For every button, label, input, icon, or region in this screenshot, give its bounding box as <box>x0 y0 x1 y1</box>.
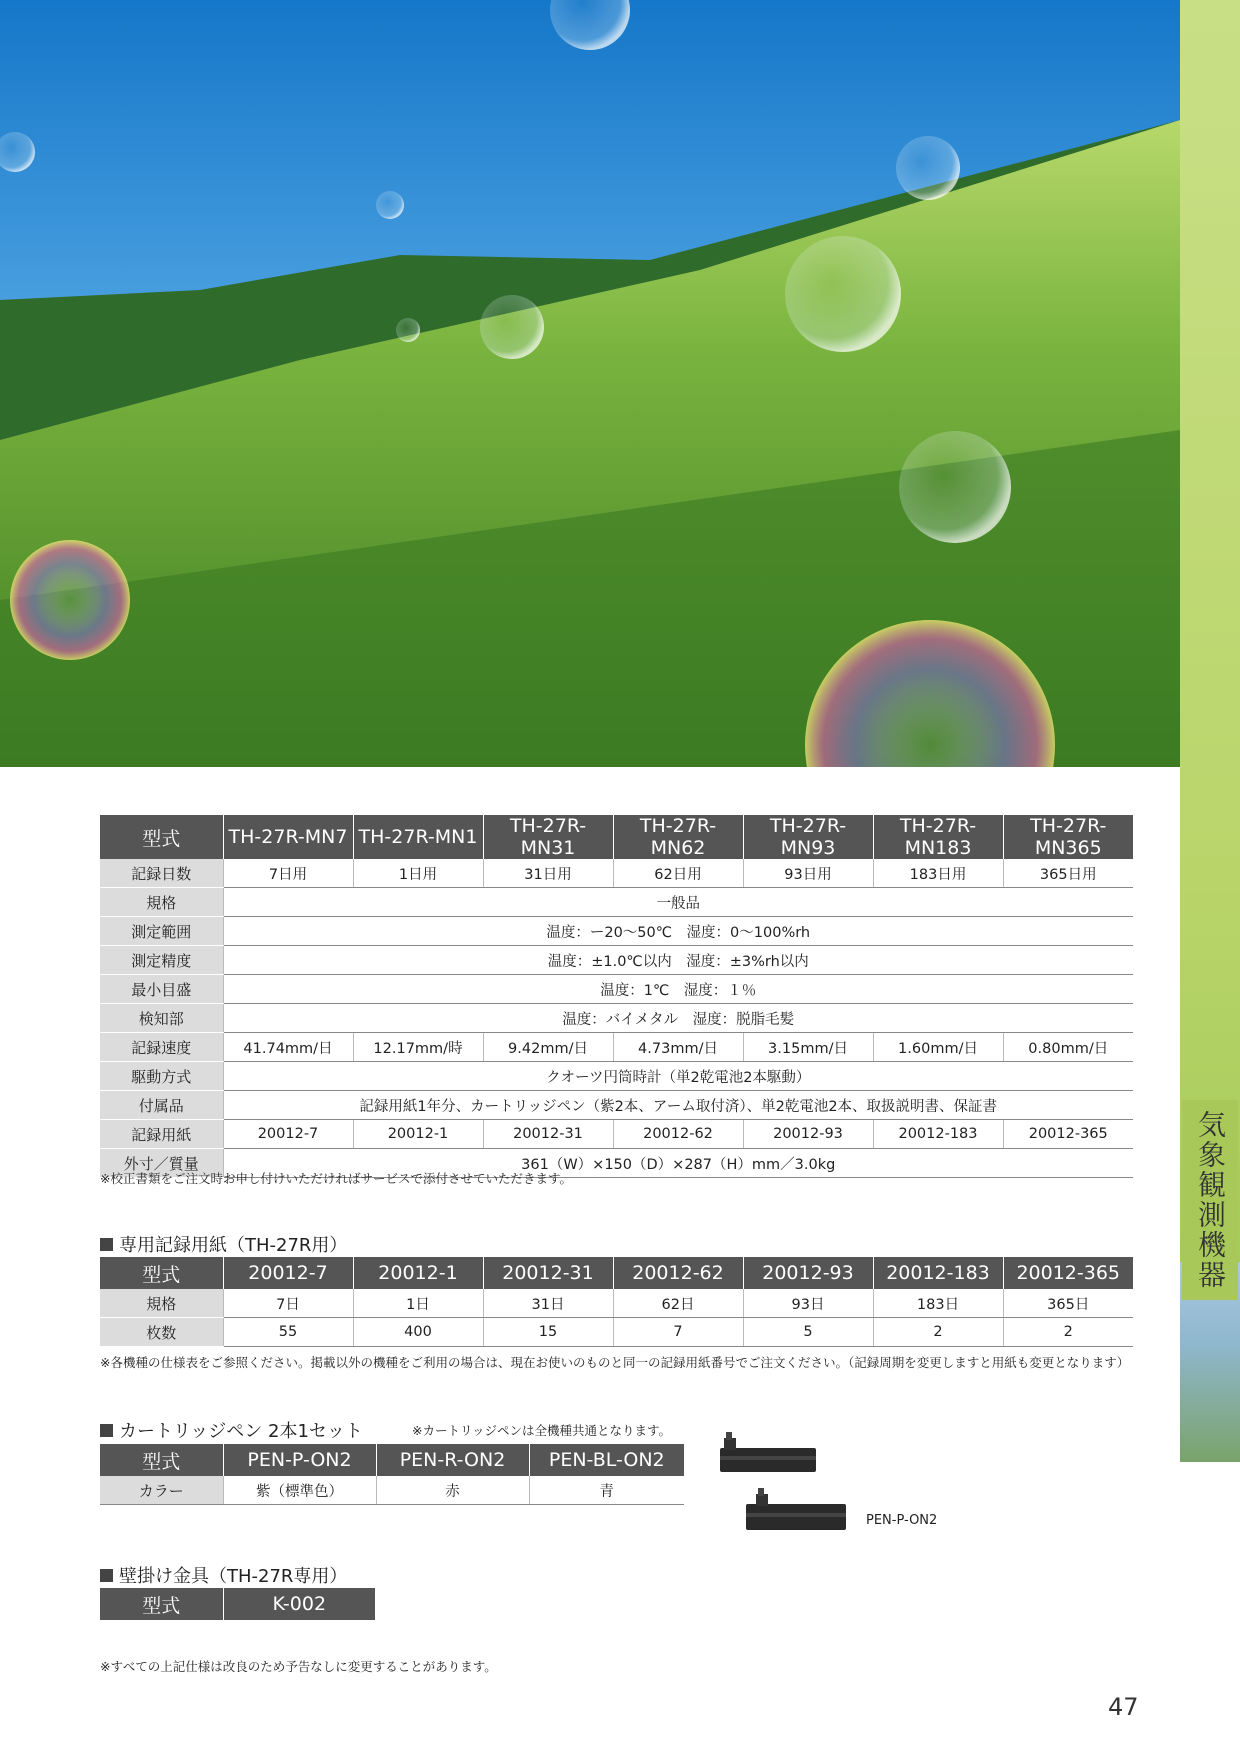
pen-note: ※カートリッジペンは全機種共通となります。 <box>412 1423 671 1438</box>
spec-note: ※校正書類をご注文時お申し付けいただければサービスで添付させていただきます。 <box>100 1171 572 1186</box>
paper-header-row <box>100 1257 1133 1289</box>
table-cell: 1.60mm/日 <box>873 1033 1003 1062</box>
table-cell: 20012-62 <box>613 1120 743 1149</box>
table-cell: 紫（標準色） <box>223 1476 376 1505</box>
table-row <box>100 1318 1133 1347</box>
paper-table <box>100 1257 1133 1347</box>
table-cell: 20012-93 <box>743 1120 873 1149</box>
table-cell: 365日 <box>1003 1289 1133 1318</box>
bracket-section-title-text: 壁掛け金具（TH-27R専用） <box>119 1566 348 1587</box>
table-cell: 62日用 <box>613 859 743 888</box>
row-label: 記録用紙 <box>100 1120 223 1149</box>
table-row <box>100 917 1133 946</box>
model-cell: TH-27R-MN62 <box>613 815 743 859</box>
cartridge-pen-image <box>742 1486 852 1536</box>
table-cell: 183日 <box>873 1289 1003 1318</box>
row-label: 測定精度 <box>100 946 223 975</box>
model-cell: PEN-P-ON2 <box>223 1444 376 1476</box>
row-label: 測定範囲 <box>100 917 223 946</box>
table-cell: 記録用紙1年分、カートリッジペン（紫2本、アーム取付済）、単2乾電池2本、取扱説明書、保証書 <box>223 1091 1133 1120</box>
table-cell: 31日用 <box>483 859 613 888</box>
table-row <box>100 946 1133 975</box>
model-cell: 20012-365 <box>1003 1257 1133 1289</box>
table-cell: 7日用 <box>223 859 353 888</box>
model-cell: PEN-R-ON2 <box>376 1444 529 1476</box>
spec-table <box>100 815 1133 1178</box>
model-cell: PEN-BL-ON2 <box>529 1444 684 1476</box>
pen-section-title-text: カートリッジペン 2本1セット <box>119 1421 363 1442</box>
model-cell: 20012-62 <box>613 1257 743 1289</box>
table-row <box>100 1033 1133 1062</box>
table-row <box>100 859 1133 888</box>
pen-table <box>100 1444 684 1505</box>
table-cell: 温度：1℃ 湿度：１％ <box>223 975 1133 1004</box>
table-cell: 20012-31 <box>483 1120 613 1149</box>
meadow-illustration <box>0 0 1180 767</box>
model-cell: TH-27R-MN31 <box>483 815 613 859</box>
model-cell: K-002 <box>223 1588 375 1620</box>
table-row <box>100 888 1133 917</box>
paper-note: ※各機種の仕様表をご参照ください。掲載以外の機種をご利用の場合は、現在お使いのものと同一の記録用紙番号でご注文ください。（記録周期を変更しますと用紙も変更となります） <box>100 1355 1130 1370</box>
table-cell: 12.17mm/時 <box>353 1033 483 1062</box>
table-cell: 赤 <box>376 1476 529 1505</box>
table-cell: 1日 <box>353 1289 483 1318</box>
table-row <box>100 1476 684 1505</box>
table-cell: 4.73mm/日 <box>613 1033 743 1062</box>
table-cell: 365日用 <box>1003 859 1133 888</box>
table-cell: 温度：±1.0℃以内 湿度：±3%rh以内 <box>223 946 1133 975</box>
model-cell: TH-27R-MN93 <box>743 815 873 859</box>
table-cell: 0.80mm/日 <box>1003 1033 1133 1062</box>
row-label: カラー <box>100 1476 223 1505</box>
table-cell: 62日 <box>613 1289 743 1318</box>
paper-section-title-text: 専用記録用紙（TH-27R用） <box>119 1235 348 1256</box>
hero-photo <box>0 0 1180 767</box>
table-cell: 青 <box>529 1476 684 1505</box>
page-number: 47 <box>1108 1693 1139 1721</box>
spec-header-row <box>100 815 1133 859</box>
bracket-table <box>100 1588 375 1620</box>
table-cell: 9.42mm/日 <box>483 1033 613 1062</box>
paper-header-label: 型式 <box>100 1257 223 1289</box>
table-cell: 2 <box>873 1318 1003 1347</box>
table-cell: 93日 <box>743 1289 873 1318</box>
model-cell: 20012-183 <box>873 1257 1003 1289</box>
pen-image-caption: PEN-P-ON2 <box>866 1513 938 1528</box>
table-cell: 20012-1 <box>353 1120 483 1149</box>
model-cell: 20012-7 <box>223 1257 353 1289</box>
bracket-header-label: 型式 <box>100 1588 223 1620</box>
row-label: 記録速度 <box>100 1033 223 1062</box>
row-label: 外寸／質量 <box>100 1149 223 1178</box>
table-cell: 2 <box>1003 1318 1133 1347</box>
row-label: 最小目盛 <box>100 975 223 1004</box>
model-cell: 20012-93 <box>743 1257 873 1289</box>
table-cell: 93日用 <box>743 859 873 888</box>
row-label: 規格 <box>100 1289 223 1318</box>
table-row <box>100 1091 1133 1120</box>
square-bullet-icon <box>100 1424 113 1437</box>
model-cell: 20012-31 <box>483 1257 613 1289</box>
model-cell: TH-27R-MN7 <box>223 815 353 859</box>
row-label: 枚数 <box>100 1318 223 1347</box>
cartridge-pen-image <box>710 1428 820 1478</box>
table-cell: 20012-365 <box>1003 1120 1133 1149</box>
table-row <box>100 1004 1133 1033</box>
table-cell: 20012-183 <box>873 1120 1003 1149</box>
row-label: 検知部 <box>100 1004 223 1033</box>
table-cell: 55 <box>223 1318 353 1347</box>
table-cell: 3.15mm/日 <box>743 1033 873 1062</box>
paper-section-title <box>100 1231 347 1257</box>
table-cell: 7 <box>613 1318 743 1347</box>
pen-header-row <box>100 1444 684 1476</box>
table-cell: 20012-7 <box>223 1120 353 1149</box>
model-cell: TH-27R-MN183 <box>873 815 1003 859</box>
table-cell: 361（W）×150（D）×287（H）mm／3.0kg <box>223 1149 1133 1178</box>
row-label: 付属品 <box>100 1091 223 1120</box>
spec-header-label: 型式 <box>100 815 223 859</box>
pen-header-label: 型式 <box>100 1444 223 1476</box>
table-cell: 7日 <box>223 1289 353 1318</box>
bracket-header-row <box>100 1588 375 1620</box>
table-cell: 1日用 <box>353 859 483 888</box>
square-bullet-icon <box>100 1238 113 1251</box>
pen-section-title <box>100 1417 363 1443</box>
table-row <box>100 1120 1133 1149</box>
footer-note: ※すべての上記仕様は改良のため予告なしに変更することがあります。 <box>100 1659 497 1674</box>
table-cell: 温度：ー20～50℃ 湿度：0～100%rh <box>223 917 1133 946</box>
row-label: 記録日数 <box>100 859 223 888</box>
model-cell: 20012-1 <box>353 1257 483 1289</box>
row-label: 規格 <box>100 888 223 917</box>
table-cell: 一般品 <box>223 888 1133 917</box>
table-row <box>100 1062 1133 1091</box>
table-cell: 温度：バイメタル 湿度：脱脂毛髪 <box>223 1004 1133 1033</box>
table-row <box>100 1289 1133 1318</box>
model-cell: TH-27R-MN365 <box>1003 815 1133 859</box>
row-label: 駆動方式 <box>100 1062 223 1091</box>
table-cell: 400 <box>353 1318 483 1347</box>
bracket-section-title <box>100 1562 347 1588</box>
table-cell: 15 <box>483 1318 613 1347</box>
table-cell: 31日 <box>483 1289 613 1318</box>
square-bullet-icon <box>100 1569 113 1582</box>
table-cell: クオーツ円筒時計（単2乾電池2本駆動） <box>223 1062 1133 1091</box>
table-row <box>100 975 1133 1004</box>
table-cell: 183日用 <box>873 859 1003 888</box>
table-cell: 41.74mm/日 <box>223 1033 353 1062</box>
model-cell: TH-27R-MN1 <box>353 815 483 859</box>
side-category-label: 気象観測機器 <box>1182 1100 1238 1300</box>
table-cell: 5 <box>743 1318 873 1347</box>
